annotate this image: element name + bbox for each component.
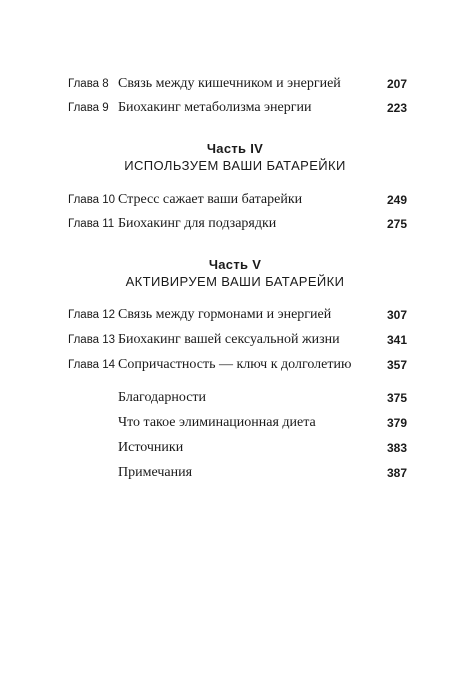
toc-entry-chapter-14[interactable]	[0, 356, 470, 374]
chapter-number: Глава 8	[68, 78, 109, 90]
entry-title: Примечания	[118, 465, 193, 480]
page-number: 307	[386, 308, 407, 322]
toc-entry-chapter-13[interactable]	[0, 331, 470, 349]
toc-entry-chapter-12[interactable]	[0, 306, 470, 324]
chapter-title: Связь между кишечником и энергией	[118, 76, 341, 91]
page-number: 379	[386, 416, 407, 430]
chapter-title: Биохакинг вашей сексуальной жизни	[118, 332, 340, 347]
chapter-number: Глава 12	[68, 309, 116, 321]
page-number: 387	[386, 466, 407, 480]
page-number: 275	[386, 217, 407, 231]
toc-entry-notes[interactable]	[0, 464, 470, 482]
toc-entry-sources[interactable]	[0, 439, 470, 457]
chapter-number: Глава 10	[68, 194, 116, 206]
page-number: 249	[386, 193, 407, 207]
chapter-title: Стресс сажает ваши батарейки	[118, 192, 303, 207]
toc-entry-chapter-10[interactable]	[0, 191, 470, 209]
chapter-number: Глава 11	[68, 218, 115, 230]
page-number: 375	[386, 391, 407, 405]
toc-entry-chapter-9[interactable]	[0, 99, 470, 117]
chapter-title: Биохакинг метаболизма энергии	[118, 100, 312, 115]
page-number: 383	[386, 441, 407, 455]
page-number: 357	[386, 358, 407, 372]
chapter-number: Глава 9	[68, 102, 109, 114]
toc-entry-acknowledgements[interactable]	[0, 389, 470, 407]
chapter-number: Глава 13	[68, 334, 116, 346]
part-4-title: ИСПОЛЬЗУЕМ ВАШИ БАТАРЕЙКИ	[124, 158, 346, 173]
part-4-label: Часть IV	[206, 141, 264, 156]
part-5-label: Часть V	[208, 257, 262, 272]
toc-entry-chapter-11[interactable]	[0, 215, 470, 233]
chapter-title: Связь между гормонами и энергией	[118, 307, 332, 322]
part-5-title: АКТИВИРУЕМ ВАШИ БАТАРЕЙКИ	[125, 274, 345, 289]
entry-title: Благодарности	[118, 390, 207, 405]
toc-entry-elimination-diet[interactable]	[0, 414, 470, 432]
chapter-title: Биохакинг для подзарядки	[118, 216, 277, 231]
page-number: 223	[386, 101, 407, 115]
toc-entry-chapter-8[interactable]	[0, 75, 470, 93]
page-number: 207	[386, 77, 407, 91]
chapter-title: Сопричастность — ключ к долголетию	[118, 357, 352, 372]
chapter-number: Глава 14	[68, 359, 116, 371]
entry-title: Что такое элиминационная диета	[118, 415, 316, 430]
entry-title: Источники	[118, 440, 184, 455]
page-number: 341	[386, 333, 407, 347]
